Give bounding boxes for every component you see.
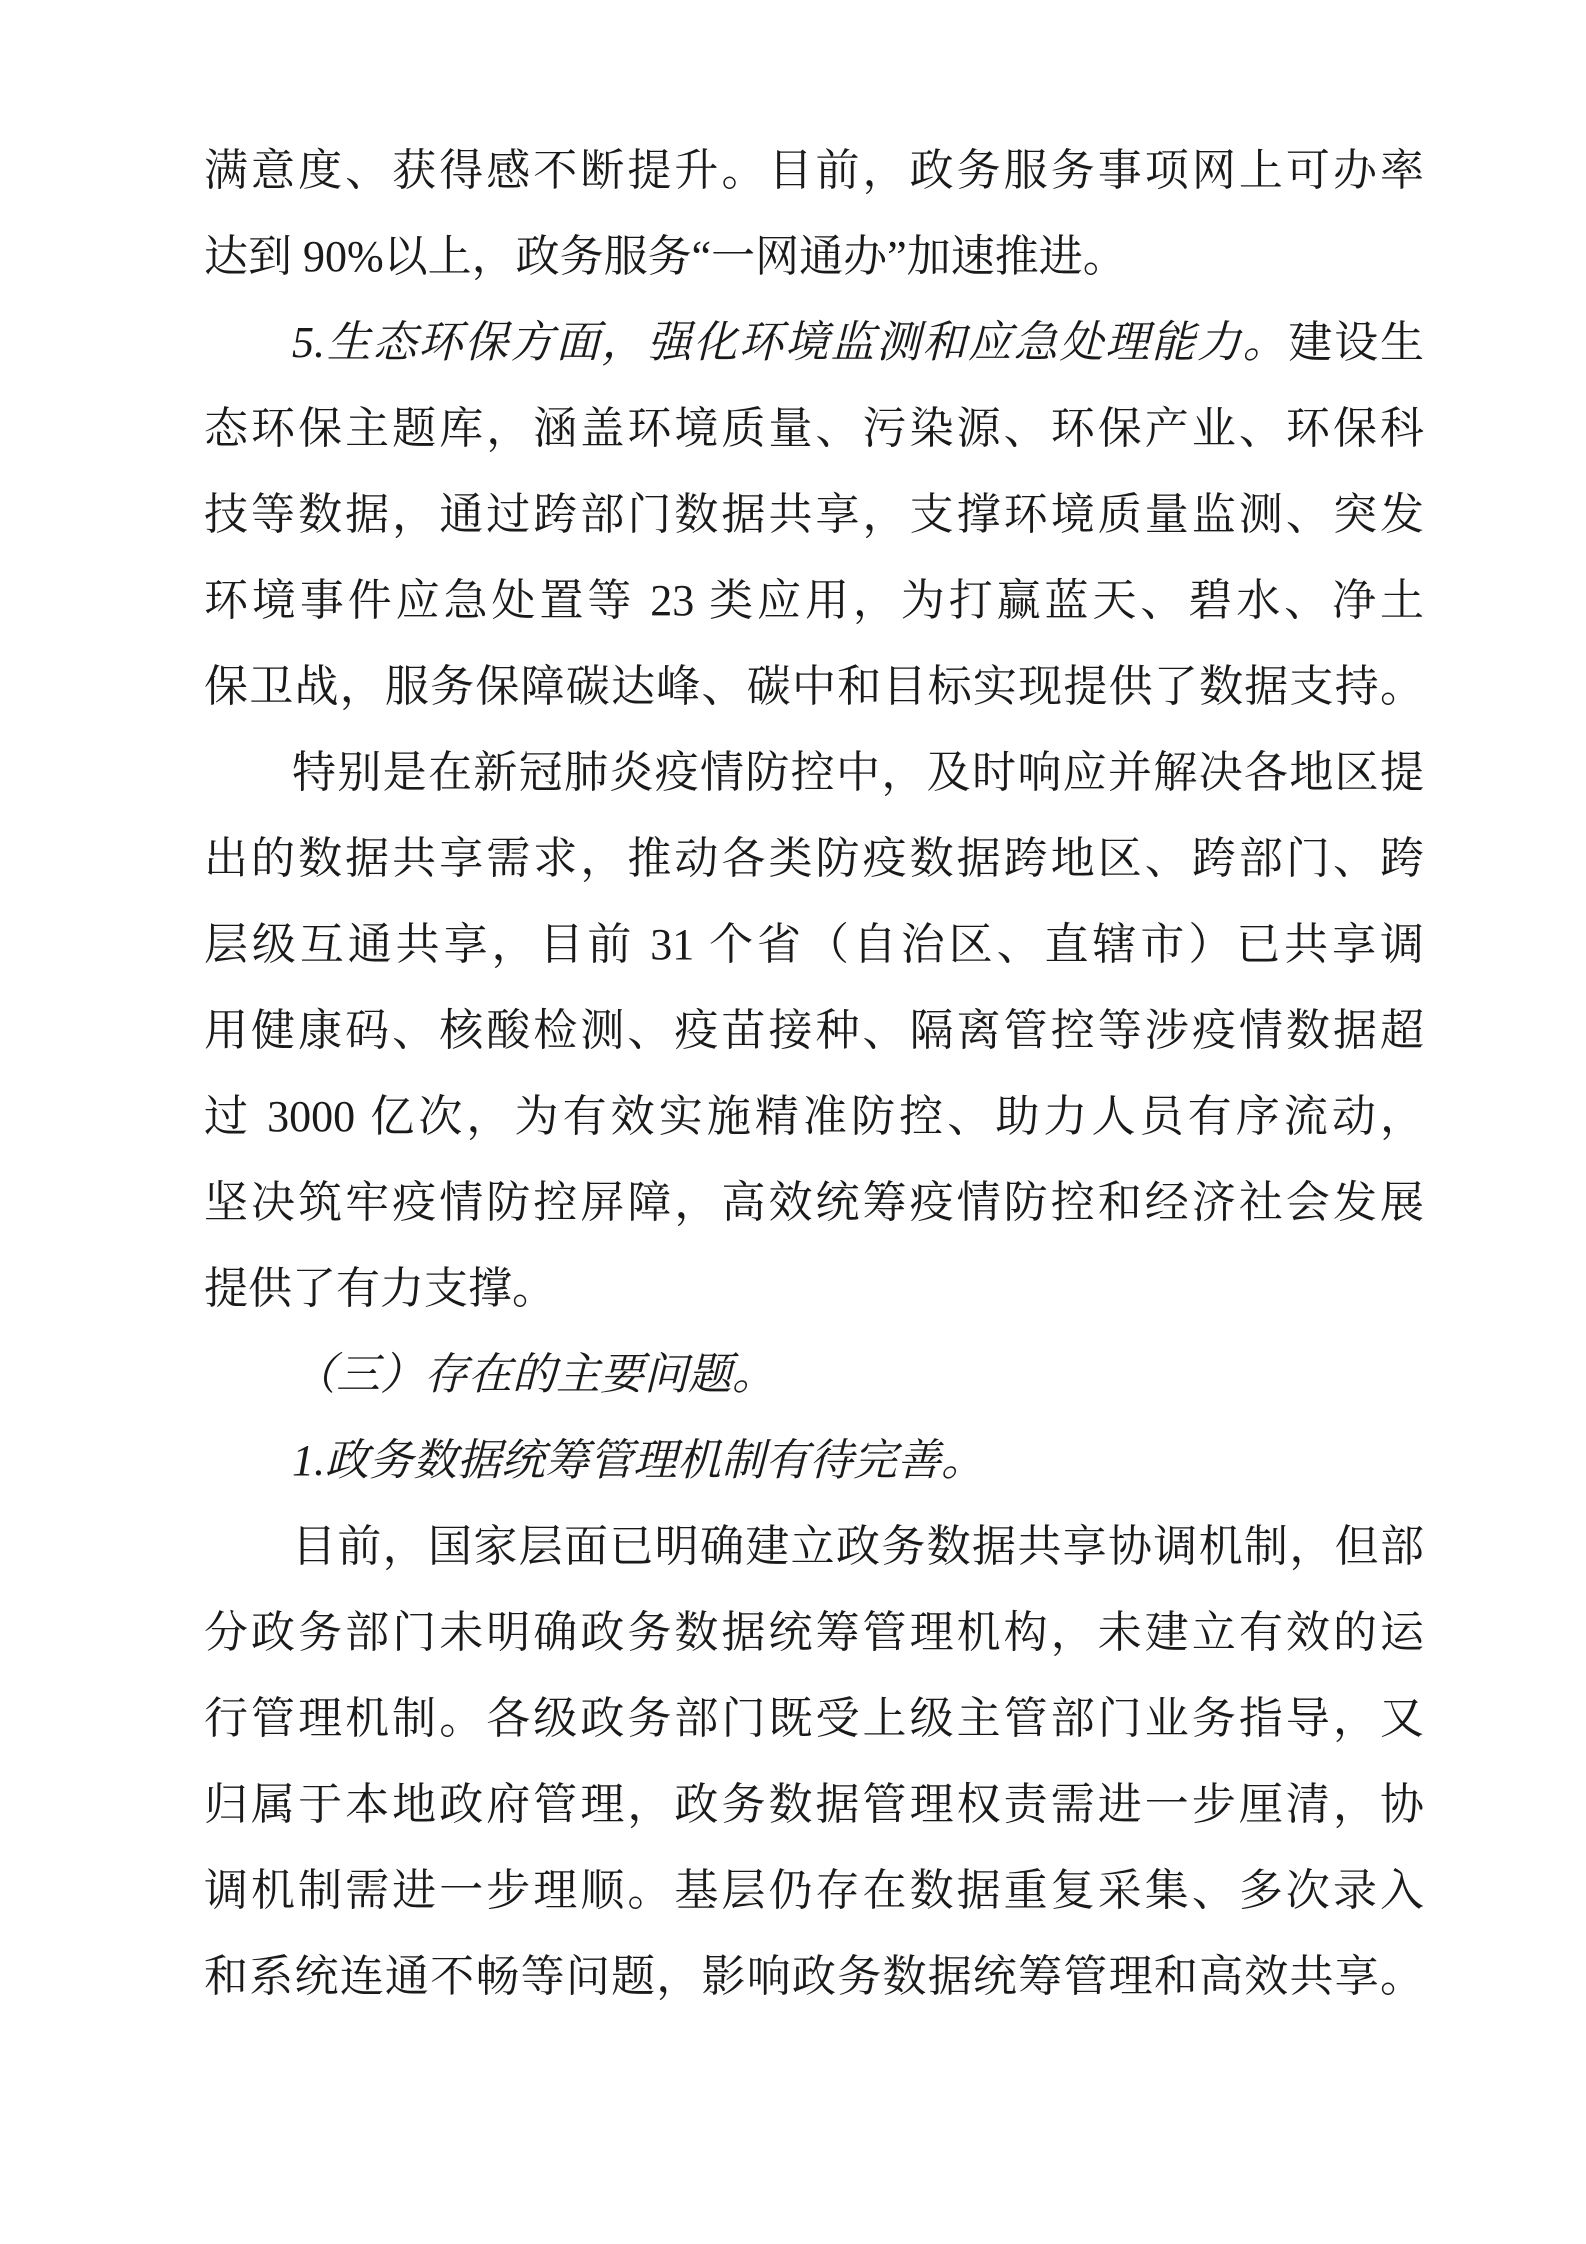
text-run: 坚决筑牢疫情防控屏障，高效统筹疫情防控和经济社会发展 <box>204 1178 1424 1227</box>
text-line <box>204 1074 1424 1160</box>
text-run: 目前，国家层面已明确建立政务数据共享协调机制，但部 <box>292 1522 1424 1571</box>
text-line <box>204 1676 1424 1762</box>
text-run: 保卫战，服务保障碳达峰、碳中和目标实现提供了数据支持。 <box>204 662 1424 711</box>
text-line <box>204 214 1424 300</box>
text-line <box>204 1590 1424 1676</box>
text-run: 分政务部门未明确政务数据统筹管理机构，未建立有效的运 <box>204 1608 1424 1657</box>
text-line <box>204 988 1424 1074</box>
text-line <box>204 1504 1424 1590</box>
text-run: 建设生 <box>1288 318 1425 367</box>
text-run: 层级互通共享，目前 31 个省（自治区、直辖市）已共享调 <box>204 920 1424 969</box>
text-run: 和系统连通不畅等问题，影响政务数据统筹管理和高效共享。 <box>204 1952 1424 2001</box>
kai-text-run: （三）存在的主要问题。 <box>292 1350 776 1399</box>
text-run: 归属于本地政府管理，政务数据管理权责需进一步厘清，协 <box>204 1780 1424 1829</box>
text-run: 态环保主题库，涵盖环境质量、污染源、环保产业、环保科 <box>204 404 1424 453</box>
text-line <box>204 1160 1424 1246</box>
text-line <box>204 1762 1424 1848</box>
text-run: 行管理机制。各级政务部门既受上级主管部门业务指导，又 <box>204 1694 1424 1743</box>
text-run: 提供了有力支撑。 <box>204 1264 556 1313</box>
text-run: 技等数据，通过跨部门数据共享，支撑环境质量监测、突发 <box>204 490 1424 539</box>
text-line <box>204 816 1424 902</box>
text-run: 特别是在新冠肺炎疫情防控中，及时响应并解决各地区提 <box>292 748 1424 797</box>
text-line <box>204 1246 1424 1332</box>
text-line <box>204 300 1424 386</box>
text-line <box>204 128 1424 214</box>
text-run: 调机制需进一步理顺。基层仍存在数据重复采集、多次录入 <box>204 1866 1424 1915</box>
text-line <box>204 558 1424 644</box>
text-line <box>204 1332 1424 1418</box>
text-run: 满意度、获得感不断提升。目前，政务服务事项网上可办率 <box>204 146 1424 195</box>
text-line <box>204 386 1424 472</box>
text-run: 用健康码、核酸检测、疫苗接种、隔离管控等涉疫情数据超 <box>204 1006 1424 1055</box>
text-line <box>204 1418 1424 1504</box>
text-line <box>204 472 1424 558</box>
text-run: 出的数据共享需求，推动各类防疫数据跨地区、跨部门、跨 <box>204 834 1424 883</box>
text-line <box>204 1848 1424 1934</box>
text-run: 过 3000 亿次，为有效实施精准防控、助力人员有序流动， <box>204 1092 1424 1141</box>
kai-text-run: 1.政务数据统筹管理机制有待完善。 <box>292 1436 985 1485</box>
kai-text-run: 5.生态环保方面，强化环境监测和应急处理能力。 <box>292 318 1289 367</box>
text-run: 环境事件应急处置等 23 类应用，为打赢蓝天、碧水、净土 <box>204 576 1424 625</box>
text-line <box>204 730 1424 816</box>
text-line <box>204 644 1424 730</box>
text-line <box>204 902 1424 988</box>
text-line <box>204 1934 1424 2020</box>
text-run: 达到 90%以上，政务服务“一网通办”加速推进。 <box>204 232 1127 281</box>
document-text <box>204 128 1424 2020</box>
